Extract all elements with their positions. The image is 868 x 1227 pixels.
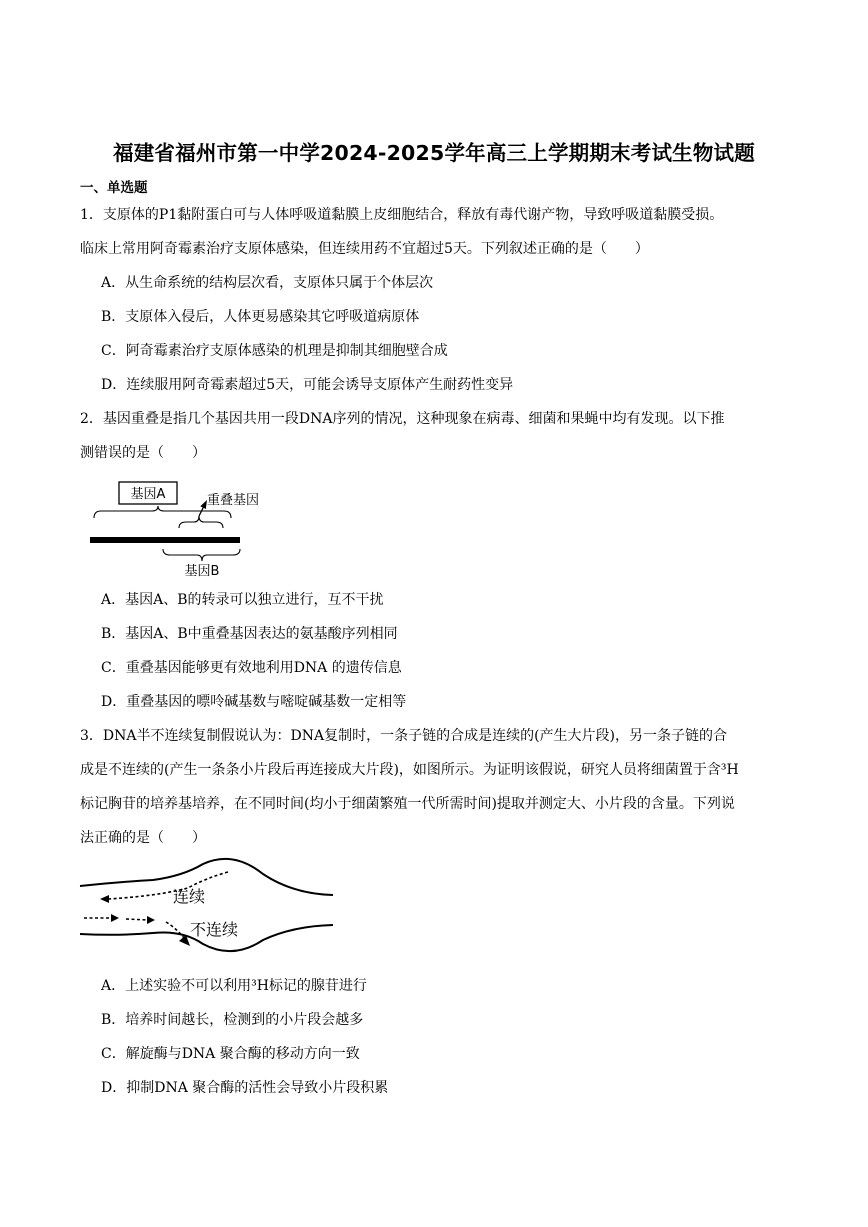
overlap-gene-figure <box>86 478 276 580</box>
q3-option-a: A．上述实验不可以利用³H标记的腺苷进行 <box>101 978 367 994</box>
continuous-strand <box>108 872 228 899</box>
q3-option-b: B．培养时间越长，检测到的小片段会越多 <box>101 1012 364 1028</box>
page-title: 福建省福州市第一中学2024-2025学年高三上学期期末考试生物试题 <box>113 141 755 165</box>
dna-replication-figure <box>78 856 338 956</box>
q1-option-c: C．阿奇霉素治疗支原体感染的机理是抑制其细胞壁合成 <box>101 343 448 359</box>
q3-option-c: C．解旋酶与DNA 聚合酶的移动方向一致 <box>101 1046 360 1062</box>
upper-template-strand <box>80 859 333 895</box>
fragment-3 <box>166 922 184 938</box>
fragment-1-arrow-head <box>111 914 119 922</box>
continuous-label: 连续 <box>173 887 206 906</box>
q1-option-d: D．连续服用阿奇霉素超过5天，可能会诱导支原体产生耐药性变异 <box>101 377 514 393</box>
overlap-arrow-head <box>200 500 207 509</box>
q3-stem-line-3: 标记胸苷的培养基培养，在不同时间(均小于细菌繁殖一代所需时间)提取并测定大、小片段的含量。下列说 <box>80 796 735 812</box>
discontinuous-label: 不连续 <box>190 920 239 939</box>
q1-stem-line-1: 1．支原体的P1黏附蛋白可与人体呼吸道黏膜上皮细胞结合，释放有毒代谢产物，导致呼吸道黏膜受损。 <box>80 207 724 223</box>
q2-option-b: B．基因A、B中重叠基因表达的氨基酸序列相同 <box>101 626 398 642</box>
q2-option-a: A．基因A、B的转录可以独立进行，互不干扰 <box>101 592 384 608</box>
q3-option-d: D．抑制DNA 聚合酶的活性会导致小片段积累 <box>101 1080 389 1096</box>
q2-option-d: D．重叠基因的嘌呤碱基数与嘧啶碱基数一定相等 <box>101 694 407 710</box>
q1-stem-line-2: 临床上常用阿奇霉素治疗支原体感染，但连续用药不宜超过5天。下列叙述正确的是（ ） <box>80 241 649 257</box>
q3-stem-line-1: 3．DNA半不连续复制假说认为：DNA复制时，一条子链的合成是连续的(产生大片段)，另一条子链的合 <box>80 728 727 744</box>
gene-b-label: 基因B <box>184 564 220 579</box>
overlap-brace <box>179 516 223 528</box>
q2-stem-line-2: 测错误的是（ ） <box>80 445 206 461</box>
section-heading: 一、单选题 <box>80 180 148 196</box>
dna-strand-bar <box>90 537 240 543</box>
gene-b-brace <box>163 549 240 561</box>
q3-stem-line-4: 法正确的是（ ） <box>80 830 206 846</box>
overlap-gene-label: 重叠基因 <box>207 493 260 508</box>
q1-option-a: A．从生命系统的结构层次看，支原体只属于个体层次 <box>101 275 434 291</box>
fragment-2-arrow-head <box>147 916 155 924</box>
gene-a-label: 基因A <box>130 487 166 502</box>
continuous-arrow-head <box>100 895 109 903</box>
fragment-2 <box>126 919 148 920</box>
q2-option-c: C．重叠基因能够更有效地利用DNA 的遗传信息 <box>101 660 402 676</box>
q2-stem-line-1: 2．基因重叠是指几个基因共用一段DNA序列的情况，这种现象在病毒、细菌和果蝇中均有发现。以下推 <box>80 411 725 427</box>
q3-stem-line-2: 成是不连续的(产生一条条小片段后再连接成大片段)，如图所示。为证明该假说，研究人员将细菌置于含³H <box>80 762 739 778</box>
q1-option-b: B．支原体入侵后，人体更易感染其它呼吸道病原体 <box>101 309 420 325</box>
